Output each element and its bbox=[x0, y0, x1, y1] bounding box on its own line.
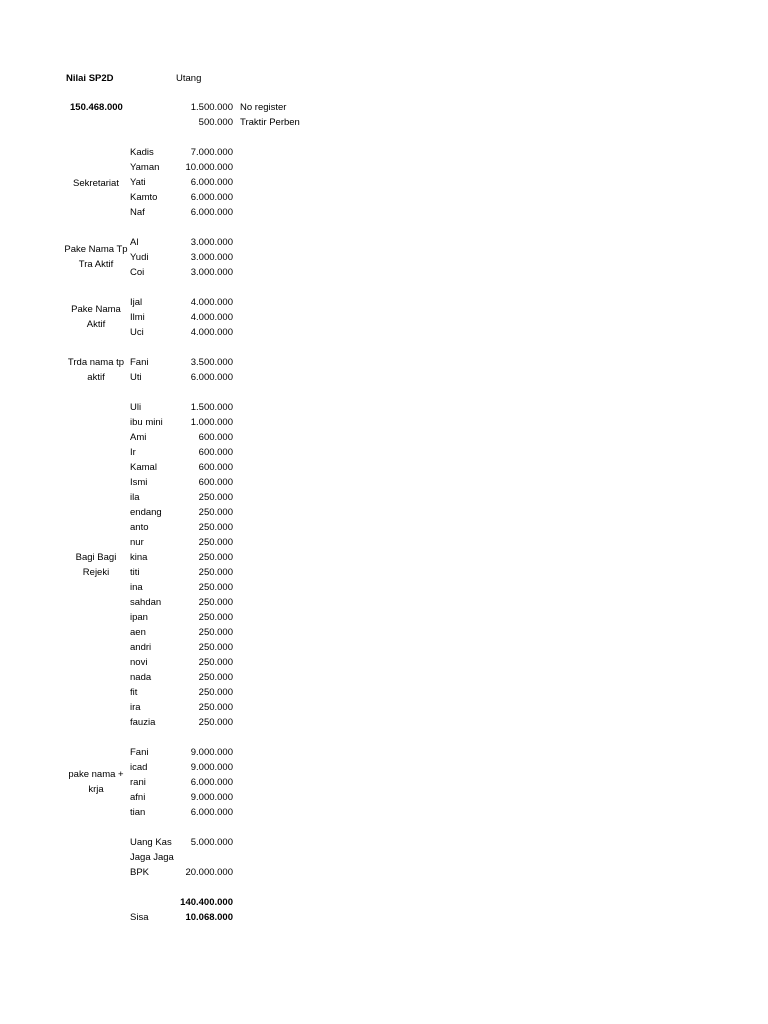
debt-amount: 1.500.000 bbox=[190, 102, 233, 113]
list-item-name: Yudi bbox=[130, 252, 149, 263]
list-item-amount: 9.000.000 bbox=[190, 762, 233, 773]
list-item-name: Jaga Jaga bbox=[130, 852, 174, 863]
list-item-name: Al bbox=[130, 237, 139, 248]
list-item-amount: 9.000.000 bbox=[190, 792, 233, 803]
header-nilai-sp2d: Nilai SP2D bbox=[66, 73, 114, 84]
list-item-name: Kamto bbox=[130, 192, 158, 203]
list-item-amount: 250.000 bbox=[198, 717, 233, 728]
list-item-name: BPK bbox=[130, 867, 150, 878]
list-item-amount: 3.000.000 bbox=[190, 252, 233, 263]
list-item-amount: 1.500.000 bbox=[190, 402, 233, 413]
list-item-name: Yaman bbox=[130, 162, 160, 173]
list-item-name: ina bbox=[130, 582, 143, 593]
list-item-name: sahdan bbox=[130, 597, 162, 608]
header-utang: Utang bbox=[176, 73, 202, 84]
list-item-amount: 600.000 bbox=[198, 432, 233, 443]
list-item-name: ira bbox=[130, 702, 141, 713]
list-item-amount: 250.000 bbox=[198, 627, 233, 638]
list-item-name: Uci bbox=[130, 327, 144, 338]
debt-note: Traktir Perben bbox=[240, 117, 300, 128]
list-item-name: Ijal bbox=[130, 297, 143, 308]
list-item-amount: 6.000.000 bbox=[190, 192, 233, 203]
list-item-amount: 250.000 bbox=[198, 507, 233, 518]
list-item-amount: 250.000 bbox=[198, 642, 233, 653]
list-item-amount: 250.000 bbox=[198, 492, 233, 503]
list-item-name: fauzia bbox=[130, 717, 156, 728]
group-label-pake-nama-tp-tra-aktif: Pake Nama Tp Tra Aktif bbox=[64, 244, 128, 270]
list-item-name: endang bbox=[130, 507, 162, 518]
list-item-name: ila bbox=[130, 492, 140, 503]
list-item-amount: 250.000 bbox=[198, 537, 233, 548]
list-item-amount: 250.000 bbox=[198, 612, 233, 623]
total-amount: 140.400.000 bbox=[180, 897, 233, 908]
list-item-amount: 6.000.000 bbox=[190, 207, 233, 218]
list-item-amount: 250.000 bbox=[198, 522, 233, 533]
list-item-amount: 250.000 bbox=[198, 657, 233, 668]
group-label-pake-nama-krja: pake nama + krja bbox=[68, 769, 124, 795]
list-item-name: Kadis bbox=[130, 147, 154, 158]
list-item-name: Yati bbox=[130, 177, 146, 188]
list-item-name: Uli bbox=[130, 402, 142, 413]
list-item-amount: 3.000.000 bbox=[190, 267, 233, 278]
list-item-name: Naf bbox=[130, 207, 145, 218]
list-item-name: icad bbox=[130, 762, 148, 773]
list-item-amount: 10.000.000 bbox=[185, 162, 233, 173]
list-item-amount: 250.000 bbox=[198, 597, 233, 608]
list-item-amount: 6.000.000 bbox=[190, 777, 233, 788]
list-item-amount: 250.000 bbox=[198, 702, 233, 713]
list-item-amount: 5.000.000 bbox=[190, 837, 233, 848]
list-item-amount: 4.000.000 bbox=[190, 312, 233, 323]
list-item-amount: 20.000.000 bbox=[185, 867, 233, 878]
list-item-amount: 250.000 bbox=[198, 552, 233, 563]
debt-note: No register bbox=[240, 102, 287, 113]
list-item-amount: 250.000 bbox=[198, 567, 233, 578]
list-item-amount: 600.000 bbox=[198, 462, 233, 473]
sp2d-value: 150.468.000 bbox=[70, 102, 123, 113]
list-item-name: afni bbox=[130, 792, 146, 803]
list-item-amount: 3.500.000 bbox=[190, 357, 233, 368]
remainder-amount: 10.068.000 bbox=[185, 912, 233, 923]
remainder-label: Sisa bbox=[130, 912, 149, 923]
group-label-trda-nama: Trda nama tp aktif bbox=[67, 357, 125, 383]
list-item-amount: 250.000 bbox=[198, 672, 233, 683]
list-item-amount: 1.000.000 bbox=[190, 417, 233, 428]
list-item-amount: 6.000.000 bbox=[190, 372, 233, 383]
list-item-name: fit bbox=[130, 687, 138, 698]
list-item-amount: 4.000.000 bbox=[190, 297, 233, 308]
list-item-name: Ilmi bbox=[130, 312, 145, 323]
list-item-name: Ir bbox=[130, 447, 136, 458]
list-item-name: kina bbox=[130, 552, 148, 563]
list-item-name: tian bbox=[130, 807, 146, 818]
list-item-name: ipan bbox=[130, 612, 148, 623]
group-label-pake-nama-aktif: Pake Nama Aktif bbox=[71, 304, 121, 330]
list-item-name: Ami bbox=[130, 432, 147, 443]
list-item-name: Uang Kas bbox=[130, 837, 172, 848]
group-label-bagi-bagi-rejeki: Bagi Bagi Rejeki bbox=[75, 552, 117, 578]
list-item-name: rani bbox=[130, 777, 146, 788]
list-item-name: Ismi bbox=[130, 477, 148, 488]
list-item-amount: 6.000.000 bbox=[190, 807, 233, 818]
list-item-amount: 250.000 bbox=[198, 582, 233, 593]
list-item-name: nur bbox=[130, 537, 144, 548]
list-item-name: Coi bbox=[130, 267, 145, 278]
debt-amount: 500.000 bbox=[198, 117, 233, 128]
list-item-name: anto bbox=[130, 522, 149, 533]
group-label-sekretariat: Sekretariat bbox=[73, 178, 119, 189]
list-item-name: Fani bbox=[130, 357, 149, 368]
list-item-amount: 250.000 bbox=[198, 687, 233, 698]
list-item-name: nada bbox=[130, 672, 152, 683]
list-item-name: andri bbox=[130, 642, 152, 653]
list-item-amount: 7.000.000 bbox=[190, 147, 233, 158]
list-item-amount: 6.000.000 bbox=[190, 177, 233, 188]
list-item-name: Fani bbox=[130, 747, 149, 758]
list-item-name: ibu mini bbox=[130, 417, 163, 428]
list-item-amount: 600.000 bbox=[198, 477, 233, 488]
list-item-name: novi bbox=[130, 657, 148, 668]
list-item-name: Kamal bbox=[130, 462, 157, 473]
list-item-amount: 9.000.000 bbox=[190, 747, 233, 758]
list-item-name: aen bbox=[130, 627, 146, 638]
list-item-name: titi bbox=[130, 567, 140, 578]
list-item-amount: 4.000.000 bbox=[190, 327, 233, 338]
list-item-name: Uti bbox=[130, 372, 142, 383]
list-item-amount: 600.000 bbox=[198, 447, 233, 458]
list-item-amount: 3.000.000 bbox=[190, 237, 233, 248]
